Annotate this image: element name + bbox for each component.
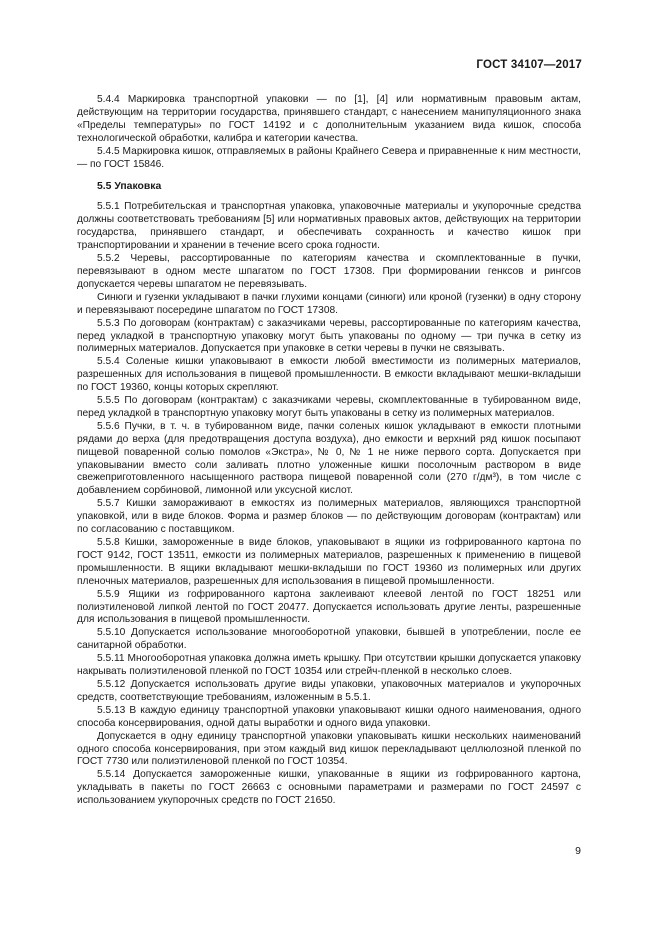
paragraph-5-5-7: 5.5.7 Кишки замораживают в емкостях из полимерных материалов, являющихся транспортной упаковкой, или в виде блоков. Форма и размер блоков — по действующим договорам (контрактам) или по согласованию с поставщиком.: [77, 498, 581, 536]
page-number: 9: [575, 845, 581, 857]
paragraph-5-5-2: 5.5.2 Черевы, рассортированные по категориям качества и скомплектованные в пучки, перевязывают в одном месте шпагатом по ГОСТ 17308. При формировании генксов и рингсов допускается черевы шпагатом не перевязывать.: [77, 253, 581, 290]
paragraph-5-5-13: 5.5.13 В каждую единицу транспортной упаковки упаковывают кишки одного наименования, одного способа консервирования, одной даты выработки и одного вида упаковки.: [77, 704, 581, 729]
paragraph-5-5-9: 5.5.9 Ящики из гофрированного картона заклеивают клеевой лентой по ГОСТ 18251 или полиэтиленовой липкой лентой по ГОСТ 20477. Допускается использовать другие ленты, разрешенные для использования в пищевой промышленности.: [77, 588, 581, 626]
paragraph-5-5-10: 5.5.10 Допускается использование многооборотной упаковки, бывшей в употреблении, после ее санитарной обработки.: [77, 627, 581, 652]
paragraph-5-5-11: 5.5.11 Многооборотная упаковка должна иметь крышку. При отсутствии крышки допускается упаковку накрывать полиэтиленовой пленкой по ГОСТ 10354 или стрейч-пленкой в несколько слоев.: [77, 653, 581, 678]
paragraph-5-5-13-cont: Допускается в одну единицу транспортной упаковки упаковывать кишки нескольких наименований одного способа консервирования, при этом каждый вид кишок перекладывают целлюлозной пленкой по ГОСТ 7730 или полиэтиленовой пленкой по ГОСТ 10354.: [77, 730, 581, 768]
paragraph-5-5-1: 5.5.1 Потребительская и транспортная упаковка, упаковочные материалы и укупорочные средства должны соответствовать требованиям [5] или нормативных правовых актов, действующих на территории государства, принявшего стандарт, и обеспечивать сохранность и качество кишок при транспортировании и хранении в течение всего срока годности.: [77, 201, 581, 252]
paragraph-5-5-8: 5.5.8 Кишки, замороженные в виде блоков, упаковывают в ящики из гофрированного картона по ГОСТ 9142, ГОСТ 13511, емкости из полимерных материалов, разрешенных к применению в пищевой промышленности. В ящики вкладывают мешки-вкладыши по ГОСТ 19360 из полимерных или других пленочных материалов, разрешенных для использования в пищевой промышленности.: [77, 537, 581, 587]
paragraph-5-5-2-cont: Синюги и гузенки укладывают в пачки глухими концами (синюги) или кроной (гузенки) в одну сторону и перевязывают посередине шпагатом по ГОСТ 17308.: [77, 291, 581, 316]
paragraph-5-4-5: 5.4.5 Маркировка кишок, отправляемых в районы Крайнего Севера и приравненные к ним местности, — по ГОСТ 15846.: [77, 145, 581, 170]
section-heading-packaging: 5.5 Упаковка: [97, 181, 162, 193]
standard-header: ГОСТ 34107—2017: [476, 59, 582, 71]
paragraph-5-5-3: 5.5.3 По договорам (контрактам) с заказчиками черевы, рассортированные по категориям качества, перед укладкой в транспортную упаковку могут быть упакованы по одному — три пучка в сетку из полимерных материалов. Допускается при упаковке в сетки черевы в пучки не связывать.: [77, 317, 581, 355]
paragraph-5-5-6: 5.5.6 Пучки, в т. ч. в тубированном виде, пачки соленых кишок укладывают в емкости плотными рядами до верха (для предотвращения доступа воздуха), дно емкости и верхний ряд кишок посыпают пищевой поваренной солью помолов «Экстра», № 0, № 1 не ниже первого сорта. Допускается при упаковывании вместо соли заливать плотно уложенные кишки посолочным раствором в виде свежеприготовленного насыщенного раствора пищевой поваренной соли (270 г/дм³), в том числе с добавлением сорбиновой, лимонной или уксусной кислот.: [77, 420, 581, 497]
document-body: [77, 94, 581, 808]
paragraph-5-5-5: 5.5.5 По договорам (контрактам) с заказчиками черевы, скомплектованные в тубированном виде, перед укладкой в транспортную упаковку могут быть упакованы в сетку из полимерных материалов.: [77, 395, 581, 419]
paragraph-5-5-4: 5.5.4 Соленые кишки упаковывают в емкости любой вместимости из полимерных материалов, разрешенных для использования в пищевой промышленности. В емкости вкладывают мешки-вкладыши по ГОСТ 19360, концы которых скрепляют.: [77, 356, 581, 394]
paragraph-5-5-14: 5.5.14 Допускается замороженные кишки, упакованные в ящики из гофрированного картона, укладывать в пакеты по ГОСТ 26663 с основными параметрами и размерами по ГОСТ 24597 с использованием укупорочных средств по ГОСТ 21650.: [77, 769, 581, 807]
paragraph-5-5-12: 5.5.12 Допускается использовать другие виды упаковки, упаковочных материалов и укупорочных средств, соответствующие требованиям, изложенным в 5.5.1.: [77, 678, 581, 703]
paragraph-5-4-4: 5.4.4 Маркировка транспортной упаковки — по [1], [4] или нормативным правовым актам, действующим на территории государства, принявшего стандарт, с нанесением манипуляционного знака «Пределы температуры» по ГОСТ 14192 и с дополнительным указанием вида кишок, способа технологической обработки, калибра и категории качества.: [77, 94, 581, 144]
